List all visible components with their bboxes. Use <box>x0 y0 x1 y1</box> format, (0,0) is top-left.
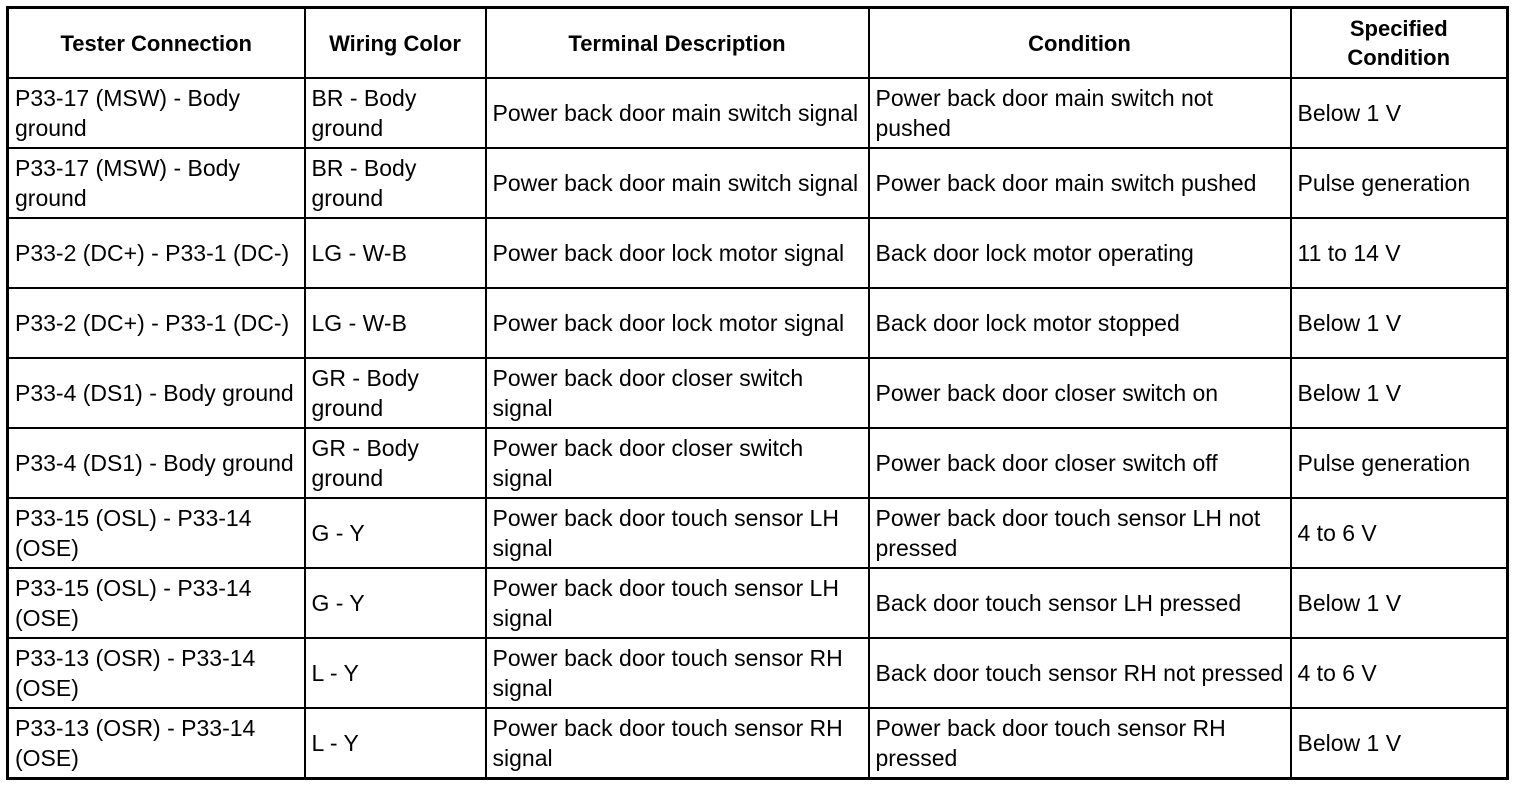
cell-wiring-color: L - Y <box>305 708 486 779</box>
cell-wiring-color: LG - W-B <box>305 218 486 288</box>
cell-terminal-description: Power back door lock motor signal <box>486 288 869 358</box>
header-row <box>8 8 1508 79</box>
cell-condition: Power back door main switch not pushed <box>869 78 1291 148</box>
cell-specified-condition: Below 1 V <box>1291 568 1508 638</box>
cell-tester-connection: P33-4 (DS1) - Body ground <box>8 428 305 498</box>
cell-terminal-description: Power back door touch sensor RH signal <box>486 708 869 779</box>
header-terminal-description: Terminal Description <box>486 8 869 79</box>
table-header <box>8 8 1508 79</box>
cell-condition: Power back door closer switch on <box>869 358 1291 428</box>
tester-connection-table <box>6 6 1509 780</box>
cell-terminal-description: Power back door main switch signal <box>486 78 869 148</box>
cell-terminal-description: Power back door lock motor signal <box>486 218 869 288</box>
cell-wiring-color: G - Y <box>305 498 486 568</box>
header-condition: Condition <box>869 8 1291 79</box>
cell-specified-condition: 4 to 6 V <box>1291 498 1508 568</box>
cell-tester-connection: P33-2 (DC+) - P33-1 (DC-) <box>8 288 305 358</box>
cell-wiring-color: L - Y <box>305 638 486 708</box>
spec-table-container <box>6 6 1509 780</box>
cell-tester-connection: P33-15 (OSL) - P33-14 (OSE) <box>8 498 305 568</box>
header-specified-condition: Specified Condition <box>1291 8 1508 79</box>
cell-wiring-color: G - Y <box>305 568 486 638</box>
cell-specified-condition: 4 to 6 V <box>1291 638 1508 708</box>
cell-specified-condition: 11 to 14 V <box>1291 218 1508 288</box>
table-row <box>8 498 1508 568</box>
table-row <box>8 708 1508 779</box>
header-tester-connection: Tester Connection <box>8 8 305 79</box>
cell-terminal-description: Power back door main switch signal <box>486 148 869 218</box>
table-row <box>8 78 1508 148</box>
table-row <box>8 568 1508 638</box>
table-row <box>8 358 1508 428</box>
cell-tester-connection: P33-17 (MSW) - Body ground <box>8 78 305 148</box>
cell-terminal-description: Power back door touch sensor LH signal <box>486 568 869 638</box>
cell-wiring-color: BR - Body ground <box>305 148 486 218</box>
cell-tester-connection: P33-17 (MSW) - Body ground <box>8 148 305 218</box>
cell-terminal-description: Power back door touch sensor RH signal <box>486 638 869 708</box>
cell-condition: Power back door touch sensor RH pressed <box>869 708 1291 779</box>
cell-condition: Back door lock motor stopped <box>869 288 1291 358</box>
cell-condition: Power back door main switch pushed <box>869 148 1291 218</box>
cell-tester-connection: P33-4 (DS1) - Body ground <box>8 358 305 428</box>
cell-specified-condition: Below 1 V <box>1291 78 1508 148</box>
table-row <box>8 638 1508 708</box>
cell-specified-condition: Pulse generation <box>1291 428 1508 498</box>
cell-condition: Power back door touch sensor LH not pressed <box>869 498 1291 568</box>
cell-wiring-color: BR - Body ground <box>305 78 486 148</box>
cell-terminal-description: Power back door closer switch signal <box>486 358 869 428</box>
cell-condition: Power back door closer switch off <box>869 428 1291 498</box>
cell-tester-connection: P33-2 (DC+) - P33-1 (DC-) <box>8 218 305 288</box>
cell-specified-condition: Below 1 V <box>1291 708 1508 779</box>
cell-terminal-description: Power back door touch sensor LH signal <box>486 498 869 568</box>
cell-specified-condition: Pulse generation <box>1291 148 1508 218</box>
cell-tester-connection: P33-15 (OSL) - P33-14 (OSE) <box>8 568 305 638</box>
table-row <box>8 148 1508 218</box>
cell-condition: Back door lock motor operating <box>869 218 1291 288</box>
cell-tester-connection: P33-13 (OSR) - P33-14 (OSE) <box>8 708 305 779</box>
cell-condition: Back door touch sensor RH not pressed <box>869 638 1291 708</box>
cell-specified-condition: Below 1 V <box>1291 288 1508 358</box>
cell-specified-condition: Below 1 V <box>1291 358 1508 428</box>
cell-wiring-color: LG - W-B <box>305 288 486 358</box>
cell-tester-connection: P33-13 (OSR) - P33-14 (OSE) <box>8 638 305 708</box>
table-row <box>8 218 1508 288</box>
cell-wiring-color: GR - Body ground <box>305 358 486 428</box>
table-body <box>8 78 1508 779</box>
cell-condition: Back door touch sensor LH pressed <box>869 568 1291 638</box>
table-row <box>8 428 1508 498</box>
table-row <box>8 288 1508 358</box>
cell-terminal-description: Power back door closer switch signal <box>486 428 869 498</box>
header-wiring-color: Wiring Color <box>305 8 486 79</box>
cell-wiring-color: GR - Body ground <box>305 428 486 498</box>
